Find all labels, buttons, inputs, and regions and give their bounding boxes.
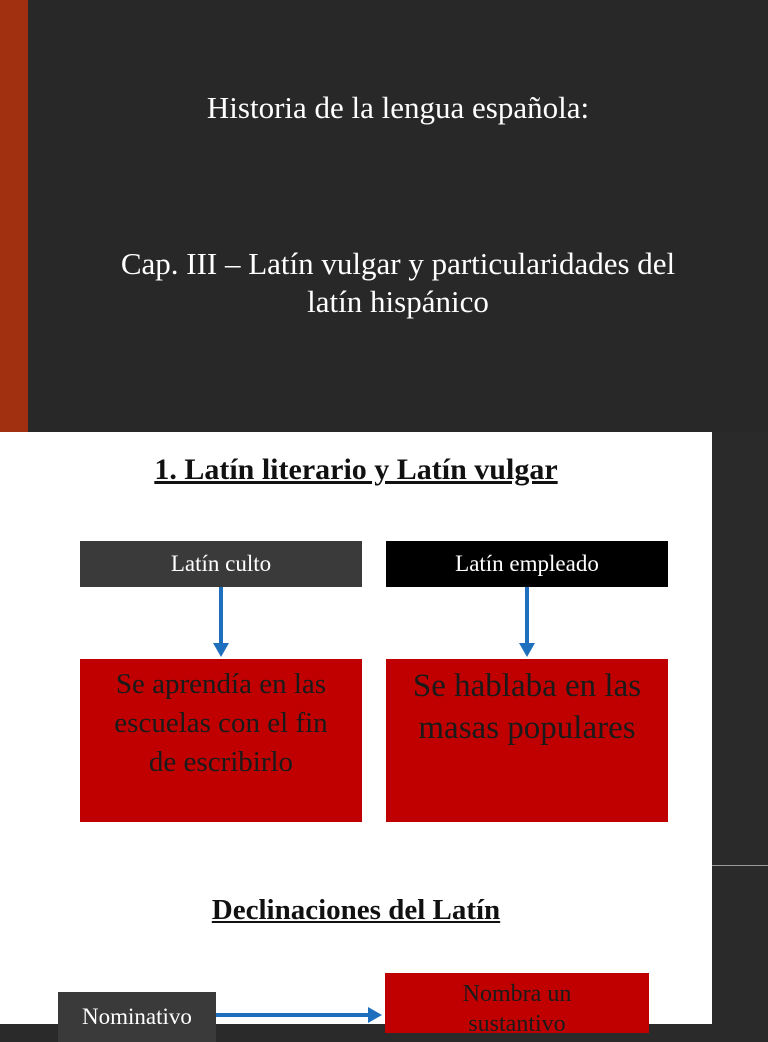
accent-bar [0, 0, 28, 432]
description-line: Se aprendía en las [115, 668, 327, 700]
subtitle-line: Cap. III – Latín vulgar y particularidades del [120, 246, 676, 281]
latin-comparison-slide [0, 432, 712, 866]
description-line: Nombra un [462, 981, 572, 1007]
description-line: de escribirlo [148, 746, 294, 778]
nominativo-label: Nominativo [58, 992, 216, 1042]
down-arrow-icon [525, 587, 529, 645]
latin-empleado-label: Latín empleado [386, 541, 668, 587]
description-line: sustantivo [468, 1011, 566, 1033]
subtitle-line: latín hispánico [307, 284, 489, 319]
arrow-head-icon [368, 1007, 382, 1023]
slide-title: Historia de la lengua española: [206, 90, 590, 125]
right-arrow-icon [216, 1013, 370, 1017]
section-heading: Declinaciones del Latín [211, 894, 501, 926]
arrow-head-icon [213, 643, 229, 657]
latin-culto-label: Latín culto [80, 541, 362, 587]
nominativo-description [385, 973, 649, 1033]
description-line: escuelas con el fin [114, 707, 328, 739]
down-arrow-icon [219, 587, 223, 645]
slide-divider [712, 865, 768, 866]
arrow-head-icon [519, 643, 535, 657]
slide-subtitle [28, 245, 768, 321]
title-slide [0, 0, 768, 432]
latin-empleado-description [386, 659, 668, 822]
description-line: Se hablaba en las [412, 668, 642, 704]
latin-culto-description [80, 659, 362, 822]
description-line: masas populares [418, 710, 636, 746]
declinaciones-slide [0, 866, 712, 1033]
section-heading: 1. Latín literario y Latín vulgar [154, 453, 558, 486]
